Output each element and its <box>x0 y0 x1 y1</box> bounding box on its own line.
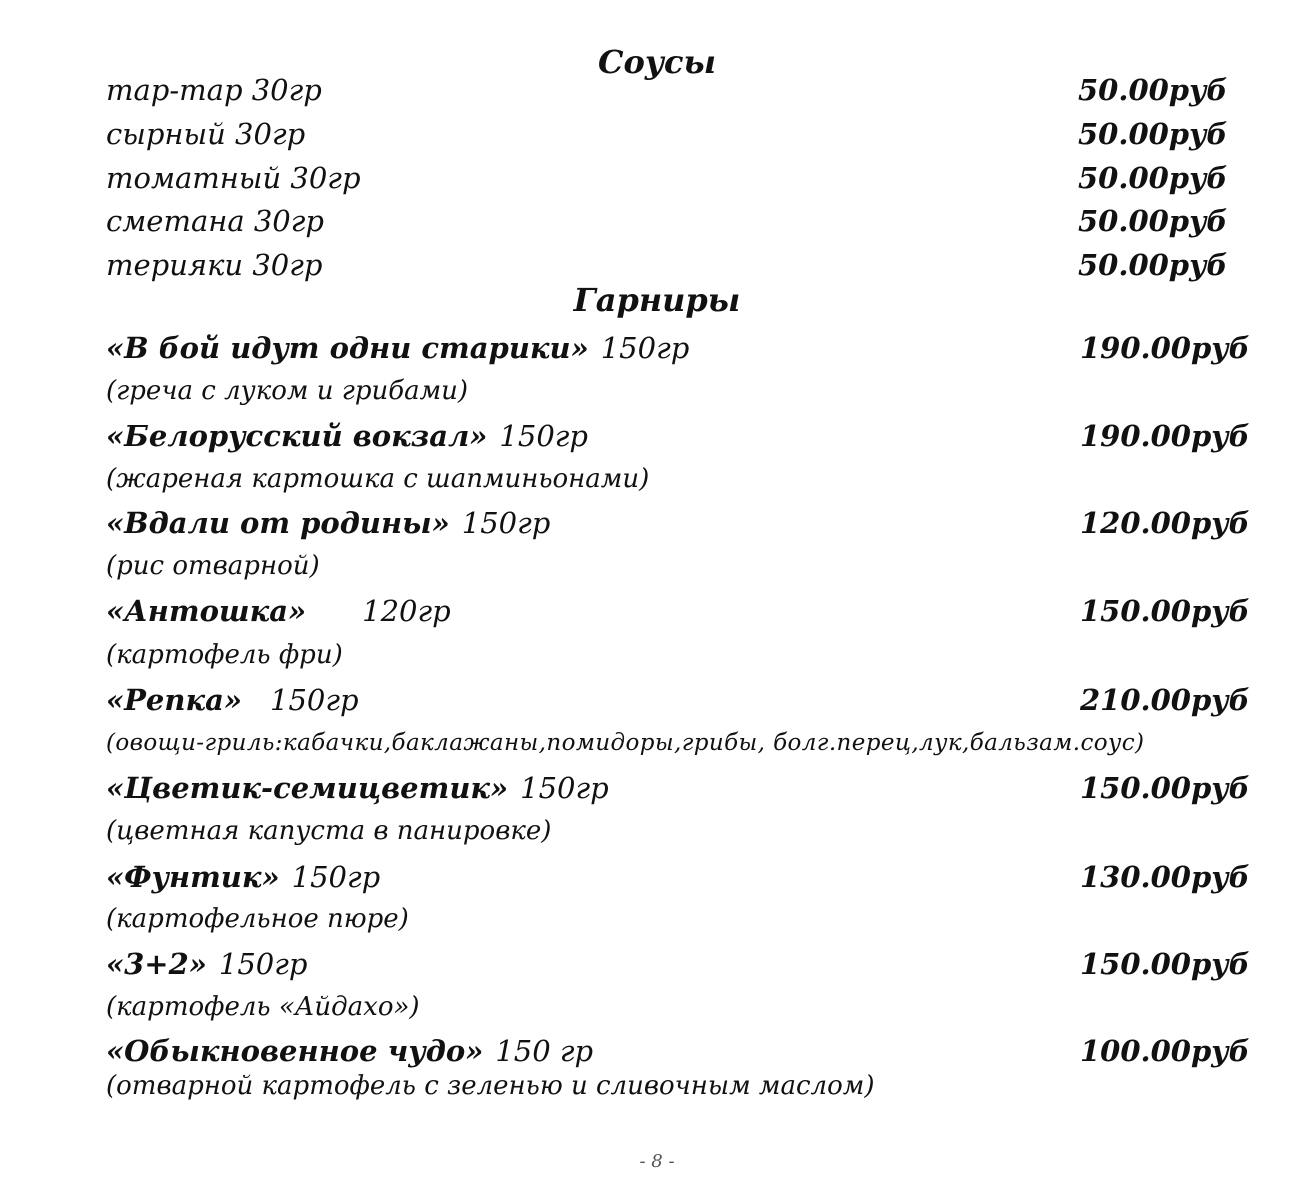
sauce-name: сырный 30гр <box>106 117 306 151</box>
dish-description: (жареная картошка с шапминьонами) <box>106 464 650 494</box>
dish-description: (картофель фри) <box>106 640 343 670</box>
dish-weight: 150гр <box>499 419 588 453</box>
dish-title: «В бой идут одни старики» <box>106 331 589 365</box>
dish-title: «Фунтик» <box>106 860 280 894</box>
dish-price: 190.00руб <box>1080 331 1250 365</box>
dish-weight: 150гр <box>218 947 308 981</box>
dish-price: 150.00руб <box>1080 771 1250 805</box>
dish-title: «Обыкновенное чудо» <box>106 1034 484 1068</box>
sauces-heading: Соусы <box>598 43 716 81</box>
dish-description: (картофель «Айдахо») <box>106 992 420 1022</box>
dish-weight: 150гр <box>270 683 359 717</box>
sauce-price: 50.00руб <box>1078 248 1228 282</box>
dish-price: 120.00руб <box>1080 506 1250 540</box>
dish-price: 210.00руб <box>1080 683 1250 717</box>
dish-row <box>0 326 1314 370</box>
dish-description: (отварной картофель с зеленью и сливочным маслом) <box>106 1071 875 1101</box>
dish-price: 150.00руб <box>1080 947 1250 981</box>
sauce-name: сметана 30гр <box>106 204 324 238</box>
dish-row <box>0 678 1314 722</box>
dish-price: 190.00руб <box>1080 419 1250 453</box>
sauce-price: 50.00руб <box>1078 204 1228 238</box>
sauce-name: терияки 30гр <box>106 248 323 282</box>
sauce-name: томатный 30гр <box>106 161 361 195</box>
sauce-price: 50.00руб <box>1078 161 1228 195</box>
dish-price: 130.00руб <box>1080 860 1250 894</box>
dish-weight: 150гр <box>520 771 609 805</box>
dish-row <box>0 766 1314 810</box>
sauce-price: 50.00руб <box>1078 73 1228 107</box>
sauce-row <box>0 68 1314 112</box>
sauce-name: тар-тар 30гр <box>106 73 322 107</box>
dish-name <box>106 414 588 463</box>
dish-description: (греча с луком и грибами) <box>106 376 469 406</box>
dish-title: «Вдали от родины» <box>106 506 450 540</box>
dish-row <box>0 589 1314 633</box>
sauce-price: 50.00руб <box>1078 117 1228 151</box>
sauce-row <box>0 112 1314 156</box>
dish-title: «3+2» <box>106 947 207 981</box>
dish-name <box>106 589 451 638</box>
dish-title: «Антошка» <box>106 594 307 628</box>
dish-name <box>106 855 380 904</box>
dish-price: 100.00руб <box>1080 1034 1250 1068</box>
dish-row <box>0 501 1314 545</box>
dish-name <box>106 678 359 727</box>
sauce-row <box>0 199 1314 243</box>
dish-row <box>0 855 1314 899</box>
dish-weight: 150гр <box>461 506 551 540</box>
dish-title: «Репка» <box>106 683 243 717</box>
dish-description: (рис отварной) <box>106 551 320 581</box>
dish-description: (цветная капуста в панировке) <box>106 816 552 846</box>
dish-weight: 150гр <box>291 860 381 894</box>
dish-weight: 150гр <box>600 331 690 365</box>
dish-title: «Белорусский вокзал» <box>106 419 488 453</box>
sauce-row <box>0 156 1314 200</box>
dish-description: (картофельное пюре) <box>106 904 409 934</box>
sides-heading: Гарниры <box>573 281 741 319</box>
dish-title: «Цветик-семицветик» <box>106 771 509 805</box>
page-number: - 8 - <box>639 1151 675 1172</box>
dish-name <box>106 942 307 991</box>
dish-price: 150.00руб <box>1080 594 1250 628</box>
dish-weight: 120гр <box>362 594 451 628</box>
dish-row <box>0 414 1314 458</box>
dish-name <box>106 326 689 375</box>
dish-description: (овощи-гриль:кабачки,баклажаны,помидоры,грибы, болг.перец,лук,бальзам.соус) <box>106 730 1145 756</box>
dish-name <box>106 501 550 550</box>
dish-weight: 150 гр <box>495 1034 594 1068</box>
dish-row <box>0 942 1314 986</box>
dish-name <box>106 766 609 815</box>
